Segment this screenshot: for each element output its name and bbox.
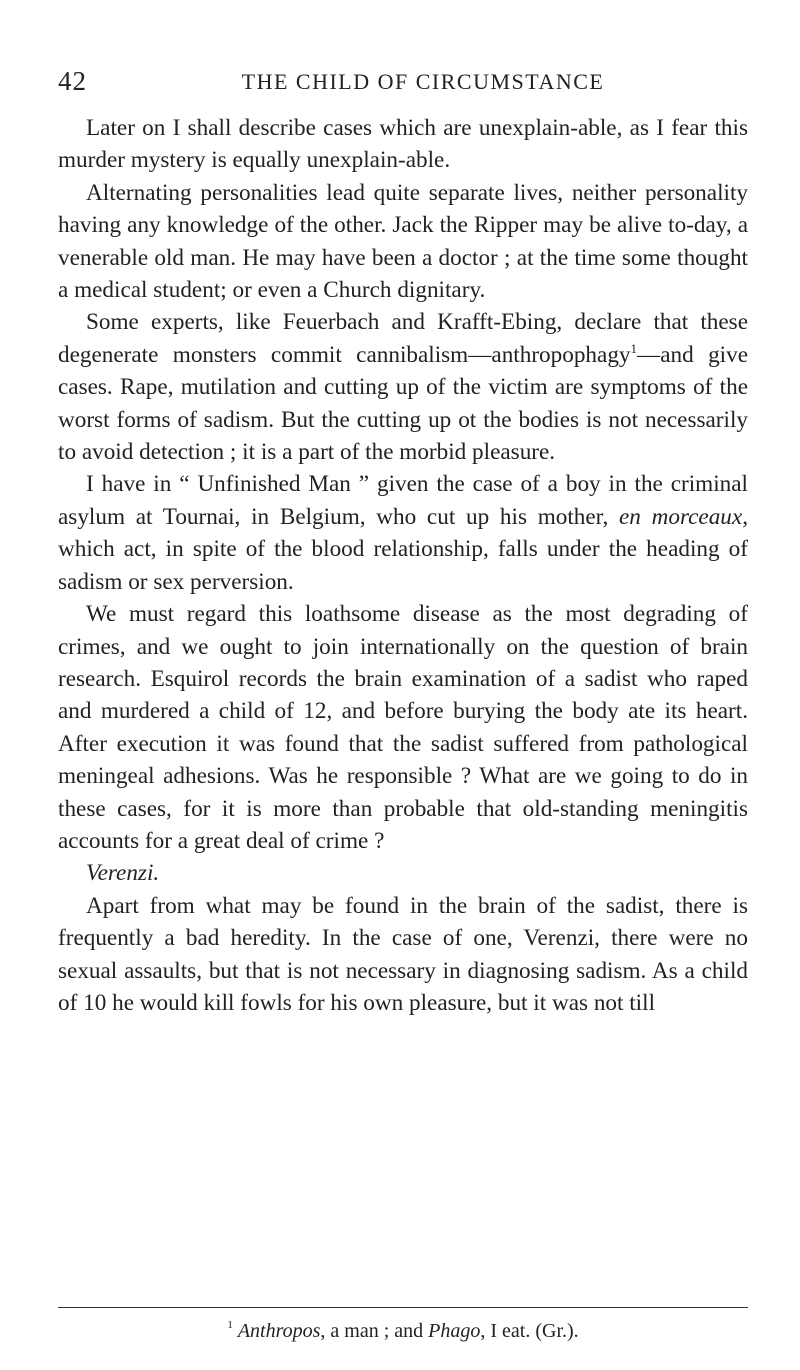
- paragraph: Alternating personalities lead quite separate lives, neither personality having any knowledge of the other. Jack the Ripper may be alive to-day, a venerable old man. He may have been a doctor ; at the time some thought a medical student; or even a Church dignitary.: [58, 179, 748, 304]
- paragraph: Later on I shall describe cases which are unexplain-able, as I fear this murder mystery is equally unexplain-able.: [58, 115, 748, 174]
- paragraph-text: —and give cases. Rape, mutilation and cutting up of the victim are symptoms of the worst forms of sadism. But the cutting up ot the bodies is not necessarily to avoid detection ; it is a part of the morbid pleasure.: [58, 341, 749, 466]
- section-heading: Verenzi.: [86, 860, 160, 887]
- footnote-text: , a man ; and: [320, 1320, 429, 1342]
- footnote-term: Phago: [428, 1320, 481, 1342]
- running-head: [58, 66, 748, 102]
- running-title: THE CHILD OF CIRCUMSTANCE: [241, 69, 605, 94]
- footnote-marker: 1: [227, 1319, 233, 1331]
- paragraph: We must regard this loathsome disease as the most degrading of crimes, and we ought to join internationally on the question of brain research. Esquirol records the brain examination of a sadist who raped and murdered a child of 12, and before burying the body ate its heart. After execution it was found that the sadist suffered from pathological meningeal adhesions. Was he responsible ? What are we going to do in these cases, for it is more than probable that old-standing meningitis accounts for a great deal of crime ?: [58, 601, 748, 854]
- body-text: [58, 112, 748, 1019]
- paragraph: [58, 468, 748, 598]
- footnote-text: , I eat. (Gr.).: [480, 1320, 579, 1342]
- foreign-phrase: en morceaux: [619, 503, 743, 530]
- footnote-term: Anthropos: [237, 1320, 321, 1342]
- footnote-reference: 1: [630, 340, 638, 356]
- paragraph-text: I have in “ Unfinished Man ” given the case of a boy in the criminal asylum at Tournai, in Belgium, who cut up his mother,: [58, 471, 748, 530]
- paragraph: Apart from what may be found in the brain of the sadist, there is frequently a bad heredity. In the case of one, Verenzi, there were no sexual assaults, but that is not necessary in diagnosing sadism. As a child of 10 he would kill fowls for his own pleasure, but it was not till: [58, 892, 748, 1016]
- paragraph-text: Some experts, like Feuerbach and Krafft-Ebing, declare that these degenerate monsters commit cannibalism—anthropophagy: [58, 309, 748, 368]
- page-number: 42: [58, 66, 87, 96]
- footnote: [58, 1317, 748, 1345]
- paragraph: [58, 306, 748, 468]
- paragraph-text: , which act, in spite of the blood relationship, falls under the heading of sadism or sex perversion.: [58, 503, 748, 595]
- footnote-divider: [58, 1307, 748, 1308]
